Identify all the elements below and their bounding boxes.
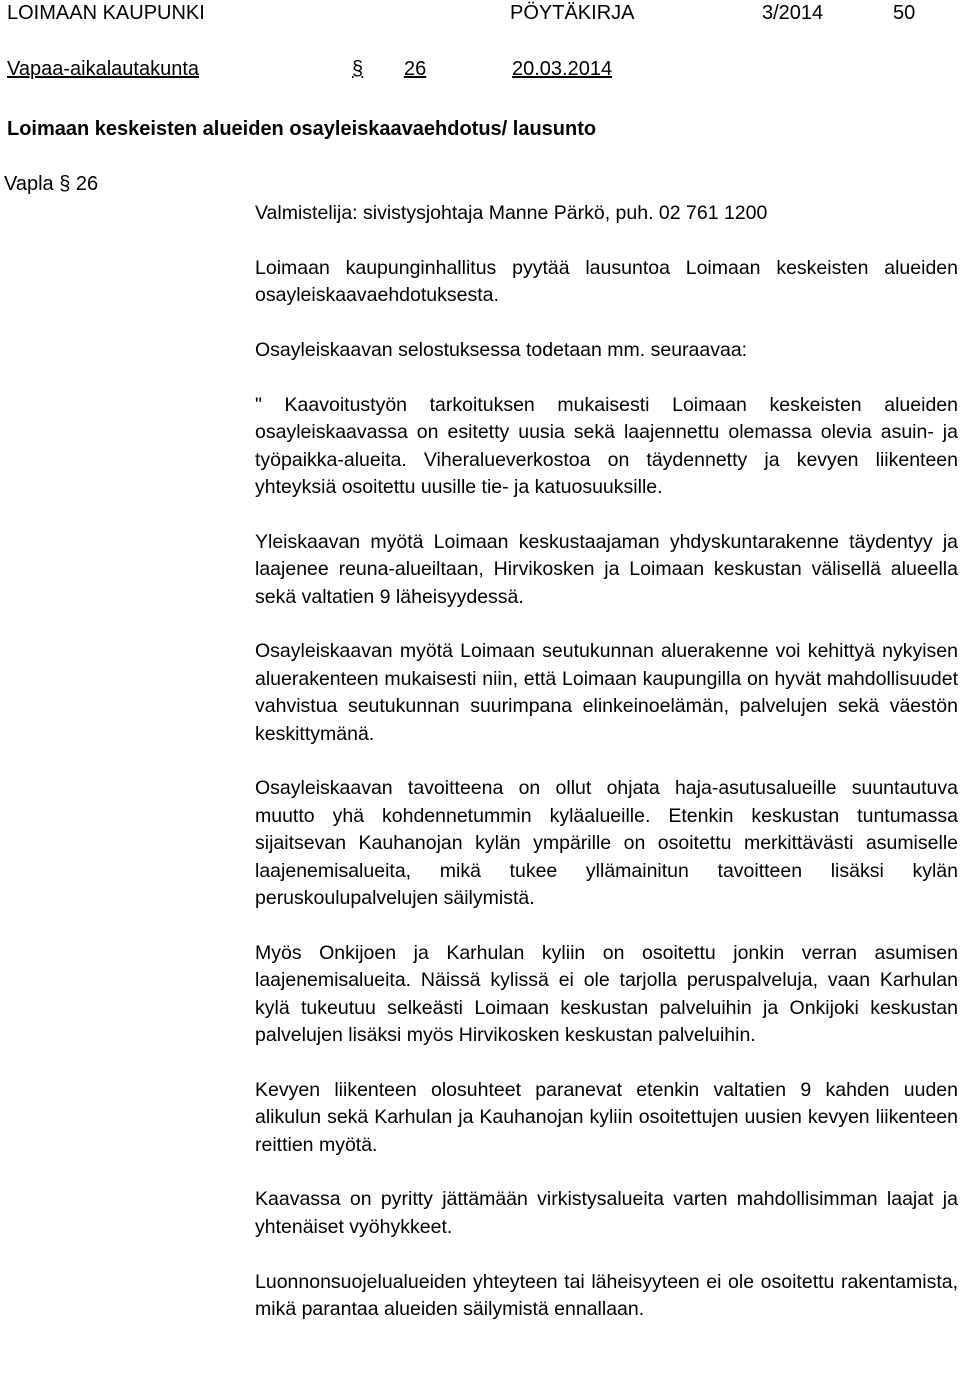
body-paragraph: " Kaavoitustyön tarkoituksen mukaisesti Loimaan keskeisten alueiden osayleiskaavassa on esitetty uusia sekä laajennettu olemassa olevia asuin- ja työpaikka-alueita. Viheralueverkostoa on täydennetty ja kevyen liikenteen yhteyksiä osoitettu uusille tie- ja katuosuuksille. <box>255 393 958 499</box>
body-paragraph: Luonnonsuojelualueiden yhteyteen tai läheisyyteen ei ole osoitettu rakentamista, mikä parantaa alueiden säilymistä ennallaan. <box>255 1270 958 1321</box>
body-paragraph: Yleiskaavan myötä Loimaan keskustaajaman yhdyskuntarakenne täydentyy ja laajenee reuna-alueiltaan, Hirvikosken ja Loimaan keskustan välisellä alueella sekä valtatien 9 läheisyydessä. <box>255 530 958 608</box>
body-paragraph: Osayleiskaavan myötä Loimaan seutukunnan aluerakenne voi kehittyä nykyisen aluerakenteen mukaisesti niin, että Loimaan kaupungilla on hyvät mahdollisuudet vahvistua seutukunnan suurimpana elinkeinoelämän, palvelujen sekä väestön keskittymänä. <box>255 640 958 745</box>
meeting-date: 20.03.2014 <box>512 58 613 80</box>
preparer-paragraph: Valmistelija: sivistysjohtaja Manne Pärkö, puh. 02 761 1200 <box>255 202 768 224</box>
document-body <box>255 200 958 1351</box>
body-paragraph: Kevyen liikenteen olosuhteet paranevat etenkin valtatien 9 kahden uuden alikulun sekä Karhulan ja Kauhanojan kyliin osoitettujen uusien kevyen liikenteen reittien myötä. <box>255 1078 958 1156</box>
organization-name: LOIMAAN KAUPUNKI <box>7 2 205 24</box>
body-paragraph: Myös Onkijoen ja Karhulan kyliin on osoitettu jonkin verran asumisen laajenemisalueita. Näissä kylissä ei ole tarjolla peruspalveluja, vaan Karhulan kylä tukeutuu selkeästi Loimaan keskustan palveluihin ja Onkijoki keskustan palvelujen lisäksi myös Hirvikosken keskustan palveluihin. <box>255 941 958 1047</box>
header-row-top <box>0 2 960 28</box>
document-title: Loimaan keskeisten alueiden osayleiskaavaehdotus/ lausunto <box>7 118 597 140</box>
case-reference: Vapla § 26 <box>4 173 99 195</box>
section-number: 26 <box>404 58 427 80</box>
body-paragraph: Loimaan kaupunginhallitus pyytää lausuntoa Loimaan keskeisten alueiden osayleiskaavaehdotuksesta. <box>255 256 958 307</box>
document-number: 3/2014 <box>762 2 824 24</box>
body-paragraph: Osayleiskaavan selostuksessa todetaan mm. seuraavaa: <box>255 339 748 361</box>
header-row-bottom <box>0 58 960 84</box>
page-number: 50 <box>893 2 916 24</box>
document-type: PÖYTÄKIRJA <box>510 2 635 24</box>
board-name: Vapaa-aikalautakunta <box>7 58 199 80</box>
body-paragraph: Kaavassa on pyritty jättämään virkistysalueita varten mahdollisimman laajat ja yhtenäiset vyöhykkeet. <box>255 1188 958 1238</box>
body-paragraph: Osayleiskaavan tavoitteena on ollut ohjata haja-asutusalueille suuntautuva muutto yhä kohdennetummin kyläalueille. Etenkin keskustan tuntumassa sijaitsevan Kauhanojan kylän ympärille on osoitettu merkittävästi asumiselle laajenemisalueita, mikä tukee yllämainitun tavoitteen lisäksi kylän peruskoulupalvelujen säilymistä. <box>255 777 958 910</box>
section-symbol: § <box>352 58 364 80</box>
